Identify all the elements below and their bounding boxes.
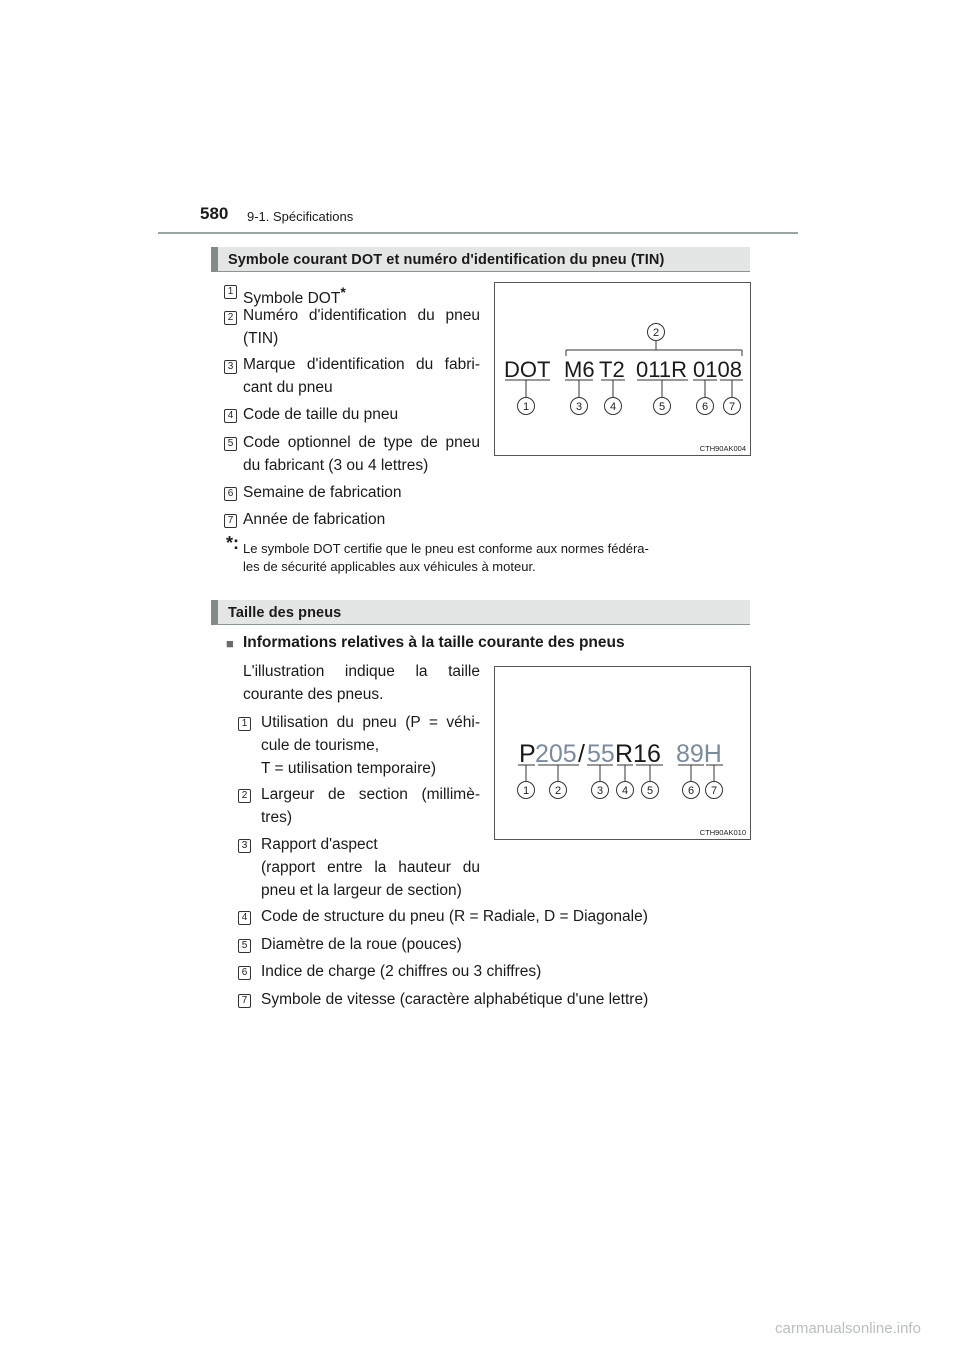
tire-token: P (519, 740, 536, 768)
list-item: Diamètre de la roue (pouces) (261, 936, 462, 953)
section-title: Symbole courant DOT et numéro d'identification du pneu (TIN) (228, 252, 665, 268)
list-item: Code de structure du pneu (R = Radiale, D = Diagonale) (261, 908, 648, 925)
list-item: Indice de charge (2 chiffres ou 3 chiffres) (261, 963, 542, 980)
list-item: Année de fabrication (243, 511, 386, 528)
tire-size-illustration (494, 666, 751, 840)
list-item-line: (rapport entre la hauteur du (261, 859, 480, 876)
list-item: Symbole de vitesse (caractère alphabétique d'une lettre) (261, 991, 649, 1008)
subheading-marker: ■ (226, 636, 234, 651)
list-item-line: Code optionnel de type de pneu (243, 434, 480, 451)
tire-token: 205 (535, 740, 577, 768)
intro-line: courante des pneus. (243, 686, 384, 703)
list-item-line: pneu et la largeur de section) (261, 882, 462, 899)
item-number-badge: 3 (238, 839, 251, 853)
subheading: Informations relatives à la taille courante des pneus (243, 634, 625, 651)
dot-code-diagram (495, 283, 750, 455)
footnote-line: les de sécurité applicables aux véhicules à moteur. (243, 559, 536, 574)
list-item-line: T = utilisation temporaire) (261, 760, 437, 777)
tire-token: 55 (587, 740, 615, 768)
page-number: 580 (200, 204, 229, 223)
tire-token: / (578, 740, 585, 768)
list-item-line: du fabricant (3 ou 4 lettres) (243, 457, 429, 474)
list-item-line: (TIN) (243, 330, 279, 347)
callout-label: 6 (687, 785, 695, 797)
section-title: Taille des pneus (228, 605, 342, 621)
list-item: Semaine de fabrication (243, 484, 402, 501)
list-item-line: Marque d'identification du fabri- (243, 356, 480, 373)
item-number-badge: 6 (238, 966, 251, 980)
dot-token: 0108 (693, 357, 742, 382)
item-number-badge: 4 (238, 911, 251, 925)
dot-code-illustration (494, 282, 751, 456)
item-number-badge: 2 (238, 789, 251, 803)
item-number-badge: 2 (224, 311, 237, 325)
tire-token: 89H (676, 740, 722, 768)
list-item-line: Rapport d'aspect (261, 836, 378, 853)
intro-line: L'illustration indique la taille (243, 663, 480, 680)
callout-label: 7 (710, 785, 718, 797)
item-number-badge: 1 (238, 717, 251, 731)
callout-label: 5 (646, 785, 654, 797)
footnote-line: Le symbole DOT certifie que le pneu est conforme aux normes fédéra- (243, 541, 649, 556)
callout-label: 3 (596, 785, 604, 797)
callout-label: 6 (701, 401, 709, 413)
callout-label: 2 (554, 785, 562, 797)
figure-code: CTH90AK004 (699, 444, 746, 453)
list-item-line: Utilisation du pneu (P = véhi- (261, 714, 480, 731)
footnote-star: *: (226, 533, 239, 553)
tire-size-diagram (495, 667, 750, 839)
figure-code: CTH90AK010 (699, 828, 746, 837)
item-number-badge: 7 (224, 514, 237, 528)
item-number-badge: 7 (238, 994, 251, 1008)
list-item: Code de taille du pneu (243, 406, 399, 423)
item-number-badge: 3 (224, 360, 237, 374)
section-heading-tire-size (211, 600, 750, 625)
header-rule (158, 232, 798, 234)
callout-label: 1 (522, 401, 530, 413)
footnote-marker: * (340, 284, 346, 300)
list-item-line: tres) (261, 809, 292, 826)
dot-token: T2 (599, 357, 625, 382)
section-heading-dot-tin (211, 247, 750, 272)
list-item-line: Numéro d'identification du pneu (243, 307, 480, 324)
item-number-badge: 1 (224, 285, 237, 299)
watermark: carmanualsonline.info (775, 1320, 921, 1337)
callout-label: 4 (609, 401, 617, 413)
callout-label: 4 (621, 785, 629, 797)
callout-label: 1 (522, 785, 530, 797)
list-item-line: cule de tourisme, (261, 737, 380, 754)
dot-token: M6 (564, 357, 595, 382)
callout-label: 3 (575, 401, 583, 413)
list-item-line: Largeur de section (millimè- (261, 786, 480, 803)
dot-token: DOT (504, 357, 551, 382)
callout-label: 7 (728, 401, 736, 413)
list-item-line: cant du pneu (243, 379, 333, 396)
item-number-badge: 5 (238, 939, 251, 953)
dot-token: 011R (636, 357, 687, 382)
tire-token: R16 (615, 740, 661, 768)
list-item: Symbole DOT* (243, 284, 346, 308)
callout-label: 5 (658, 401, 666, 413)
callout-label: 2 (652, 327, 660, 339)
item-number-badge: 5 (224, 437, 237, 451)
chapter-title: 9-1. Spécifications (247, 209, 354, 224)
item-number-badge: 4 (224, 409, 237, 423)
item-number-badge: 6 (224, 487, 237, 501)
